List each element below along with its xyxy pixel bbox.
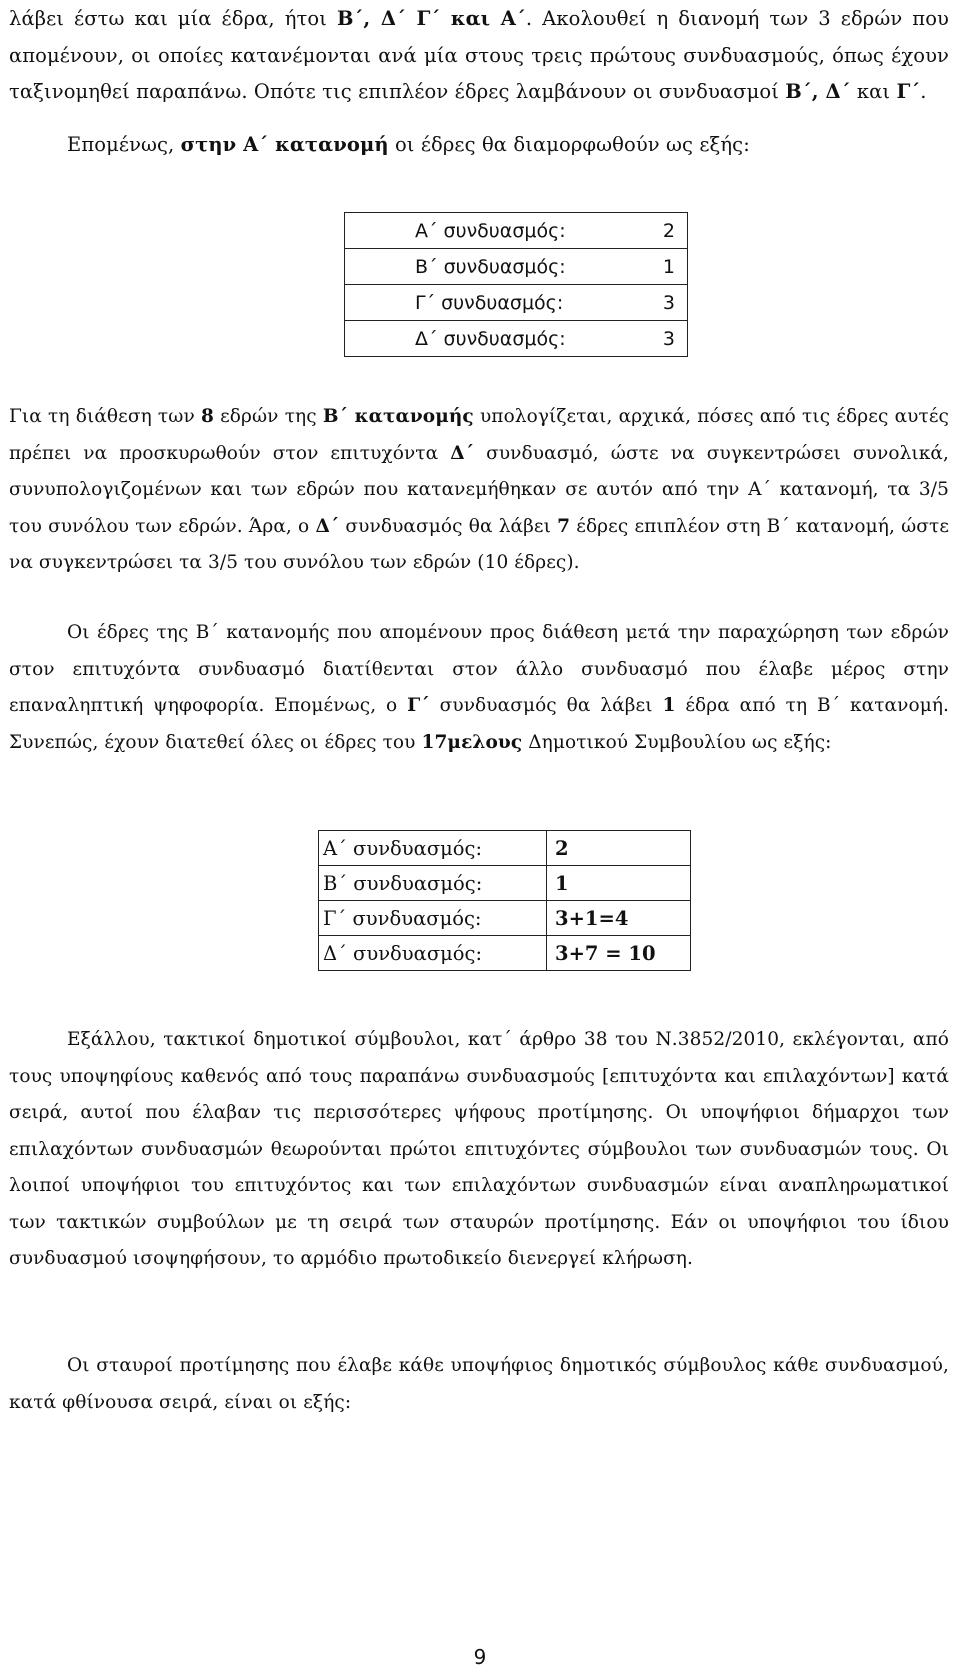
text-span: . Ακολουθεί η διανομή των 3 εδρών που απομένουν, οι οποίες κατανέμονται ανά μία στους τρεις πρώτους συνδυασμούς, όπως έχουν ταξινομηθεί παραπάνω. Οπότε τις επιπλέον έδρες λαμβάνουν οι συνδυασμοί [9,7,949,103]
bold-span: στην Α΄ κατανομή [180,133,389,156]
text-span: υπολογίζεται, αρχικά, πόσες από τις έδρες αυτές πρέπει να προσκυρωθούν στον επιτυχόντα [9,406,949,464]
text-span: έδρα από τη Β΄ κατανομή. Συνεπώς, έχουν διατεθεί όλες οι έδρες του [9,695,949,753]
text-span: συνδυασμό, ώστε να συγκεντρώσει συνολικά, συνυπολογιζομένων και των εδρών που κατανεμήθηκαν σε αυτόν από την Α΄ κατανομή, τα 3/5 του συνόλου των εδρών. Άρα, ο [9,442,949,537]
bold-span: Β΄, Δ΄ Γ΄ και Α΄ [336,7,526,30]
table-row [319,901,691,936]
combination-name: Α΄ συνδυασμός: [415,219,566,242]
bold-span: 8 [200,406,214,427]
bold-span: 1 [662,695,676,716]
bold-span: Δ΄ [450,442,475,464]
text-span: συνδυασμός θα λάβει [429,695,663,716]
page-number: 9 [473,1645,487,1669]
combination-name: Γ΄ συνδυασμός: [319,901,547,936]
paragraph-remaining-seats [9,615,949,761]
combination-name: Β΄ συνδυασμός: [345,249,655,285]
bold-span: Γ΄ [407,695,430,716]
text-span: Δημοτικού Συμβουλίου ως εξής: [522,731,832,753]
text-span: και [850,80,897,103]
paragraph-preference-votes: Οι σταυροί προτίμησης που έλαβε κάθε υποψήφιος δημοτικός σύμβουλος κάθε συνδυασμού, κατά φθίνουσα σειρά, είναι οι εξής: [9,1355,949,1413]
table-row [345,213,688,249]
paragraph-seat-distribution [9,1,949,111]
table-row [319,936,691,971]
combination-name: Γ΄ συνδυασμός: [345,285,655,321]
seat-count: 3 [655,321,688,357]
seat-count: 2 [547,831,691,866]
paragraph-second-allocation [9,399,949,582]
paragraph-first-allocation-intro [9,127,949,164]
seat-count: 2 [662,219,675,242]
table-row [319,866,691,901]
combination-name: Δ΄ συνδυασμός: [319,936,547,971]
bold-span: Γ΄ [896,80,921,103]
text-span: Οι έδρες της Β΄ κατανομής που απομένουν προς διάθεση μετά την παραχώρηση των εδρών στον επιτυχόντα συνδυασμό διατίθενται στον άλλο συνδυασμό που έλαβε μέρος στην επαναληπτική ψηφοφορία. Επομένως, ο [9,622,949,716]
combination-name: Β΄ συνδυασμός: [319,866,547,901]
seat-count: 1 [655,249,688,285]
first-allocation-table [344,212,688,357]
bold-span: Β΄, Δ΄ [785,80,851,103]
table-row [345,321,688,357]
text-span: Για τη διάθεση των [9,406,201,427]
table-row [319,831,691,866]
text-span: λάβει έστω και μία έδρα, ήτοι [9,7,337,30]
total-allocation-table [318,830,691,971]
seat-count: 3 [655,285,688,321]
paragraph-councillors-election: Εξάλλου, τακτικοί δημοτικοί σύμβουλοι, κατ΄ άρθρο 38 του Ν.3852/2010, εκλέγονται, από τους υποψηφίους καθενός από τους παραπάνω συνδυασμούς [επιτυχόντα και επιλαχόντων] κατά σειρά, αυτοί που έλαβαν τις περισσότερες ψήφους προτίμησης. Οι υποψήφιοι δήμαρχοι των επιλαχόντων συνδυασμών θεωρούνται πρώτοι επιτυχόντες σύμβουλοι των συνδυασμών τους. Οι λοιποί υποψήφιοι του επιτυχόντος και των επιλαχόντων συνδυασμών είναι αναπληρωματικοί των τακτικών συμβούλων με τη σειρά των σταυρών προτίμησης. Εάν οι υποψήφιοι του ίδιου συνδυασμού ισοψηφήσουν, το αρμόδιο πρωτοδικείο διενεργεί κλήρωση. [9,1029,949,1269]
text-span: συνδυασμός θα λάβει [339,515,558,537]
seat-count: 3+7 = 10 [547,936,691,971]
text-span: Επομένως, [67,133,181,156]
combination-name: Δ΄ συνδυασμός: [345,321,655,357]
text-span: οι έδρες θα διαμορφωθούν ως εξής: [388,133,750,156]
text-span: εδρών της [213,406,323,427]
combination-name: Α΄ συνδυασμός: [319,831,547,866]
bold-span: Β΄ κατανομής [322,406,474,427]
text-span: . [920,80,927,103]
text-span: έδρες επιπλέον στη Β΄ κατανομή, ώστε να συγκεντρώσει τα 3/5 του συνόλου των εδρών (10 έδρες). [9,515,950,573]
bold-span: Δ΄ [315,515,340,537]
table-row [345,249,688,285]
bold-span: 17μελους [421,731,523,753]
seat-count: 1 [547,866,691,901]
seat-count: 3+1=4 [547,901,691,936]
bold-span: 7 [557,515,571,537]
table-row [345,285,688,321]
